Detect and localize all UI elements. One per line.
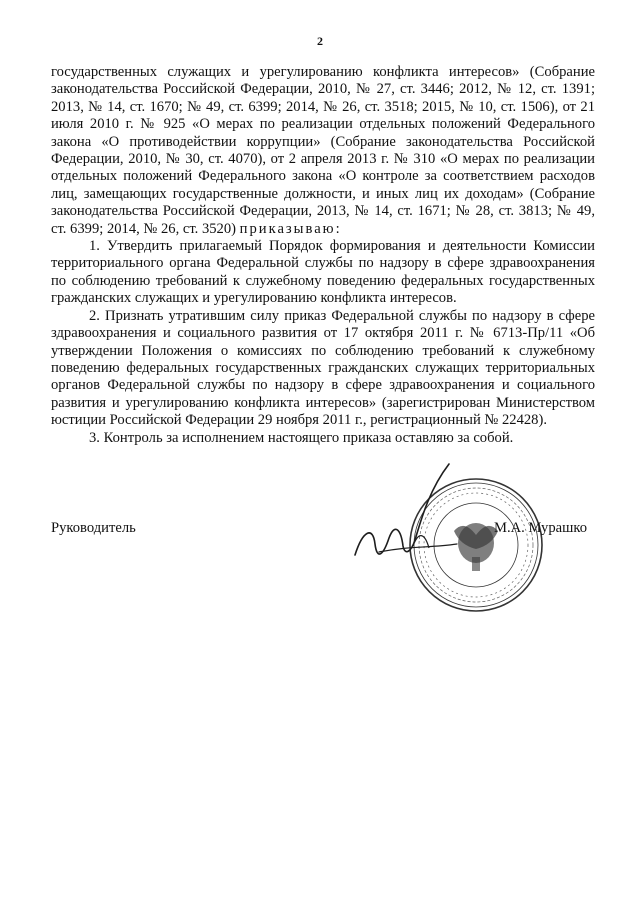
page-number: 2 [317,34,323,48]
handwritten-signature-icon [349,460,459,580]
intro-paragraph [51,64,595,238]
order-item-3: 3. Контроль за исполнением настоящего приказа оставляю за собой. [89,429,514,446]
order-item-2: 2. Признать утратившим силу приказ Федеральной службы по надзору в сфере здравоохранения и социального развития от 17 октября 2011 г. № 6713-Пр/11 «Об утверждении Положения о комиссиях по соблюдению требований к служебному поведению федеральных государственных гражданских служащих территориальных органов Федеральной службы по надзору в сфере здравоохранения и социального развития и урегулированию конфликта интересов» (зарегистрирован Министерством юстиции Российской Федерации 29 ноября 2011 г., регистрационный № 22428). [51,307,595,429]
order-word: приказываю: [239,220,342,237]
order-item-1: 1. Утвердить прилагаемый Порядок формирования и деятельности Комиссии территориального органа Федеральной службы по надзору в сфере здравоохранения по соблюдению требований к служебному поведению федеральных государственных гражданских служащих и урегулированию конфликта интересов. [51,238,595,307]
signature-block [51,520,595,620]
signer-position: Руководитель [51,520,136,536]
document-body [51,64,595,447]
intro-text: государственных служащих и урегулированию конфликта интересов» (Собрание законодательства Российской Федерации, 2010, № 27, ст. 3446; 2012, № 12, ст. 1391; 2013, № 14, ст. 1670; № 49, ст. 6399; 2014, № 26, ст. 3518; 2015, № 10, ст. 1506), от 21 июля 2010 г. № 925 «О мерах по реализации отдельных положений Федерального закона «О противодействии коррупции» (Собрание законодательства Российской Федерации, 2010, № 30, ст. 4070), от 2 апреля 2013 г. № 310 «О мерах по реализации отдельных положений Федерального закона «О контроле за соответствием расходов лиц, замещающих государственные должности, и иных лиц их доходам» (Собрание законодательства Российской Федерации, 2013, № 14, ст. 1671; № 28, ст. 3813; № 49, ст. 6399; 2014, № 26, ст. 3520) [51,64,595,237]
signer-name: М.А. Мурашко [493,520,587,536]
